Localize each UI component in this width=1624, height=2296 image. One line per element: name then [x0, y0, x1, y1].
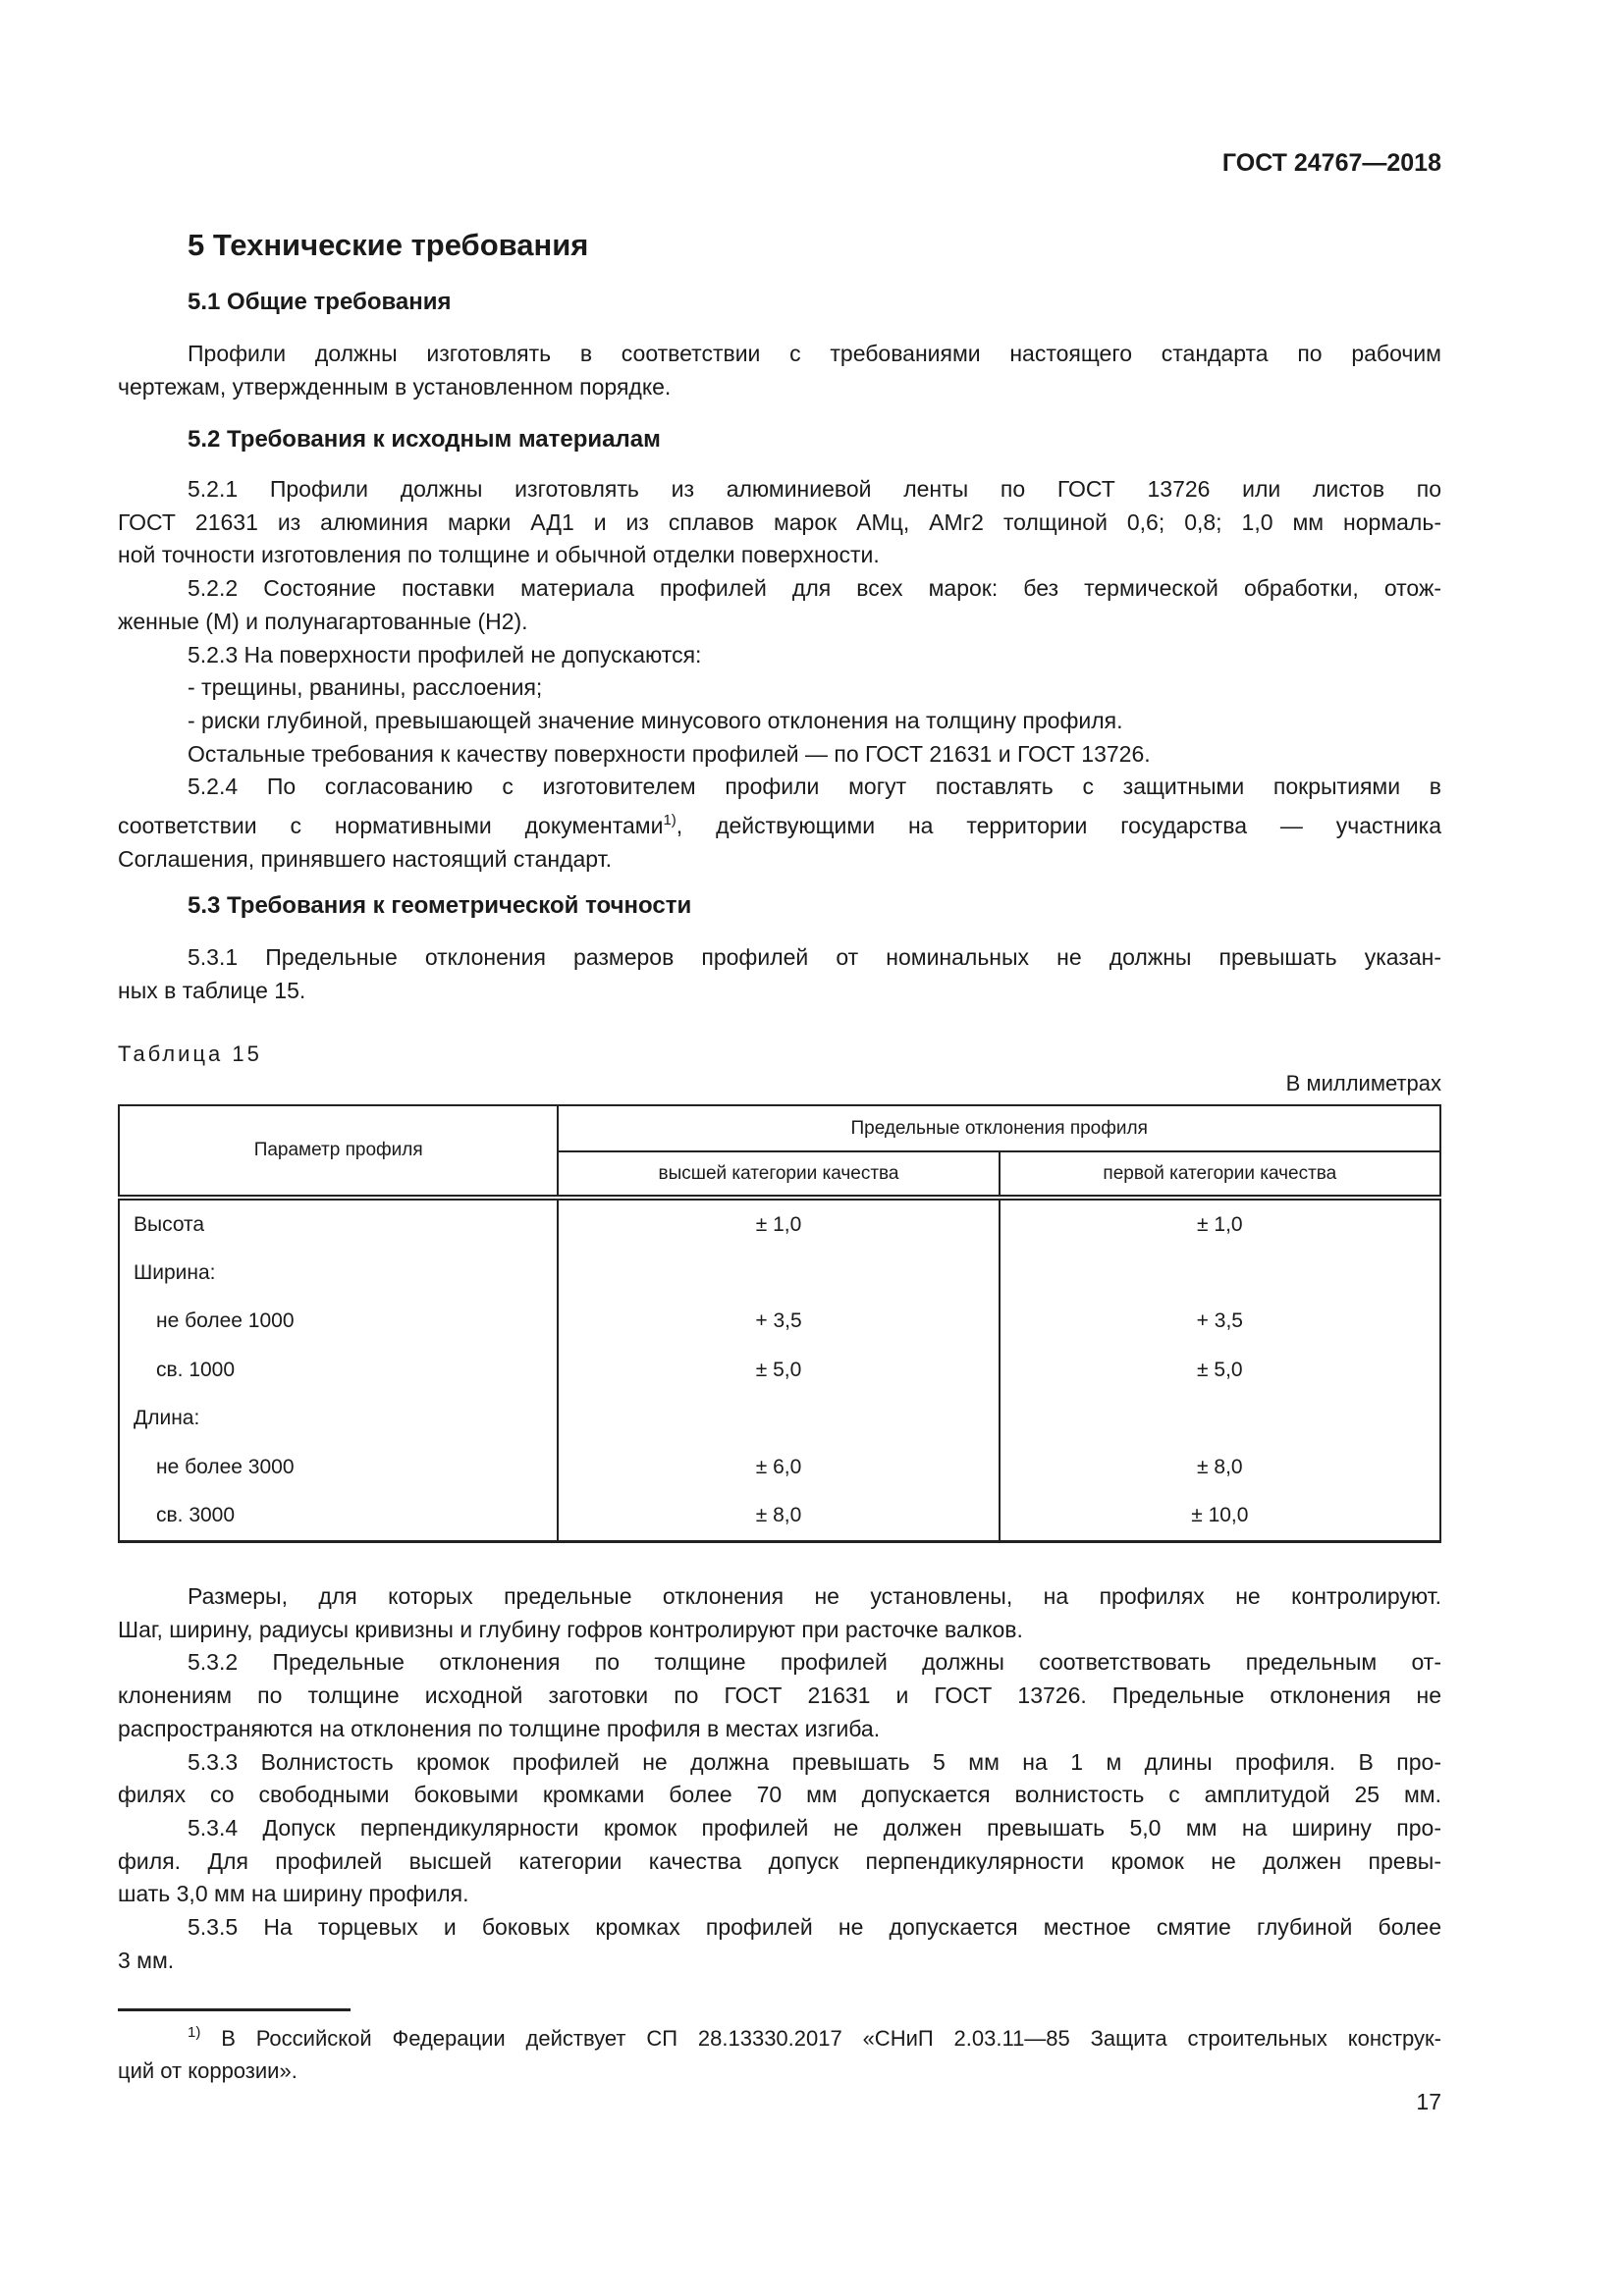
text-line: филях со свободными боковыми кромками более 70 мм допускается волнистость с амплитудой 25 мм. [118, 1782, 1441, 1808]
table-row [119, 1298, 1440, 1346]
text-line: 5.3.5 На торцевых и боковых кромках профилей не допускается местное смятие глубиной более [188, 1914, 1441, 1941]
text-line: женные (М) и полунагартованные (Н2). [118, 608, 528, 634]
table-cell: ± 10,0 [1000, 1491, 1440, 1541]
text-fragment: соответствии с нормативными документами [118, 813, 664, 839]
text-line: 5.3.3 Волнистость кромок профилей не должна превышать 5 мм на 1 м длины профиля. В про- [188, 1748, 1441, 1775]
footnote-divider [118, 2008, 351, 2011]
text-line: 5.2.2 Состояние поставки материала профилей для всех марок: без термической обработки, отож- [188, 575, 1441, 602]
table-row [119, 1198, 1440, 1249]
table-cell: + 3,5 [1000, 1298, 1440, 1346]
table-caption: Таблица 15 [118, 1041, 262, 1066]
text-line: 3 мм. [118, 1947, 175, 1973]
list-item: - риски глубиной, превышающей значение минусового отклонения на толщину профиля. [188, 707, 1123, 733]
table-cell: св. 3000 [119, 1491, 558, 1541]
footnote [118, 2016, 1441, 2087]
text-line: Соглашения, принявшего настоящий стандарт. [118, 845, 612, 872]
footnote-mark: 1) [188, 2024, 201, 2041]
page-number: 17 [1416, 2089, 1441, 2114]
column-header-parameter: Параметр профиля [119, 1105, 558, 1198]
subsection-title-5-1: 5.1 Общие требования [188, 289, 452, 315]
table-cell: св. 1000 [119, 1346, 558, 1394]
table-cell [1000, 1395, 1440, 1443]
text-line: шать 3,0 мм на ширину профиля. [118, 1881, 469, 1907]
text-line: филя. Для профилей высшей категории качества допуск перпендикулярности кромок не должен превы- [118, 1847, 1441, 1874]
table-cell: ± 5,0 [1000, 1346, 1440, 1394]
running-header: ГОСТ 24767—2018 [1221, 149, 1441, 177]
column-group-header: Предельные отклонения профиля [558, 1105, 1440, 1151]
table-row [119, 1491, 1440, 1541]
text-line: ной точности изготовления по толщине и обычной отделки поверхности. [118, 542, 880, 568]
text-line: 5.2.4 По согласованию с изготовителем профили могут поставлять с защитными покрытиями в [188, 774, 1441, 800]
subsection-title-5-3: 5.3 Требования к геометрической точности [188, 892, 692, 919]
table-cell [558, 1249, 999, 1297]
table-cell: + 3,5 [558, 1298, 999, 1346]
text-line: 5.2.1 Профили должны изготовлять из алюминиевой ленты по ГОСТ 13726 или листов по [188, 476, 1441, 502]
text-line: клонениям по толщине исходной заготовки по ГОСТ 21631 и ГОСТ 13726. Предельные отклонения не [118, 1682, 1441, 1709]
table-cell: не более 3000 [119, 1443, 558, 1491]
table-cell: ± 8,0 [558, 1491, 999, 1541]
text-line: Размеры, для которых предельные отклонения не установлены, на профилях не контролируют. [188, 1583, 1441, 1609]
text-fragment: В Российской Федерации действует СП 28.13330.2017 «СНиП 2.03.11—85 Защита строительных конструк- [221, 2026, 1441, 2051]
tolerance-table [118, 1104, 1441, 1543]
text-line: ных в таблице 15. [118, 977, 306, 1003]
text-line: 5.3.1 Предельные отклонения размеров профилей от номинальных не должны превышать указан- [188, 944, 1441, 970]
paragraph-5-2 [118, 473, 1441, 876]
column-header-first: первой категории качества [1000, 1151, 1440, 1198]
subsection-title-5-2: 5.2 Требования к исходным материалам [188, 426, 661, 453]
text-line [118, 2016, 1441, 2055]
table-cell: ± 6,0 [558, 1443, 999, 1491]
text-line: Остальные требования к качеству поверхности профилей — по ГОСТ 21631 и ГОСТ 13726. [188, 740, 1151, 767]
table-cell: ± 1,0 [1000, 1198, 1440, 1249]
table-units: В миллиметрах [1285, 1071, 1441, 1095]
table-cell: Длина: [119, 1395, 558, 1443]
text-line: распространяются на отклонения по толщине профиля в местах изгиба. [118, 1715, 881, 1741]
table-cell [558, 1395, 999, 1443]
paragraph-5-3-1 [118, 941, 1441, 1007]
table-row [119, 1249, 1440, 1297]
table-row [119, 1346, 1440, 1394]
text-fragment: , действующими на территории государства — участника [676, 813, 1442, 839]
text-line: Шаг, ширину, радиусы кривизны и глубину гофров контролируют при расточке валков. [118, 1616, 1023, 1642]
table-cell: ± 1,0 [558, 1198, 999, 1249]
footnote-reference[interactable]: 1) [663, 812, 677, 829]
paragraph-5-1 [118, 338, 1441, 403]
text-line: 5.2.3 На поверхности профилей не допускаются: [188, 641, 702, 667]
table-cell [1000, 1249, 1440, 1297]
text-line: 5.3.4 Допуск перпендикулярности кромок профилей не должен превышать 5,0 мм на ширину про- [188, 1814, 1441, 1841]
table-cell: Ширина: [119, 1249, 558, 1297]
table-cell: ± 5,0 [558, 1346, 999, 1394]
text-line: чертежам, утвержденным в установленном порядке. [118, 373, 672, 400]
table-row [119, 1443, 1440, 1491]
text-line: 5.3.2 Предельные отклонения по толщине профилей должны соответствовать предельным от- [188, 1649, 1441, 1676]
text-line: ций от коррозии». [118, 2058, 298, 2083]
column-header-high: высшей категории качества [558, 1151, 999, 1198]
text-line [118, 804, 1441, 843]
text-line: Профили должны изготовлять в соответствии с требованиями настоящего стандарта по рабочим [188, 341, 1441, 366]
table-cell: не более 1000 [119, 1298, 558, 1346]
table-row [119, 1395, 1440, 1443]
table-cell: ± 8,0 [1000, 1443, 1440, 1491]
list-item: - трещины, рванины, расслоения; [188, 674, 543, 701]
section-title: 5 Технические требования [188, 228, 589, 262]
paragraphs-after-table [118, 1580, 1441, 1977]
table-cell: Высота [119, 1198, 558, 1249]
text-line: ГОСТ 21631 из алюминия марки АД1 и из сплавов марок АМц, АМг2 толщиной 0,6; 0,8; 1,0 мм нормаль- [118, 508, 1441, 535]
